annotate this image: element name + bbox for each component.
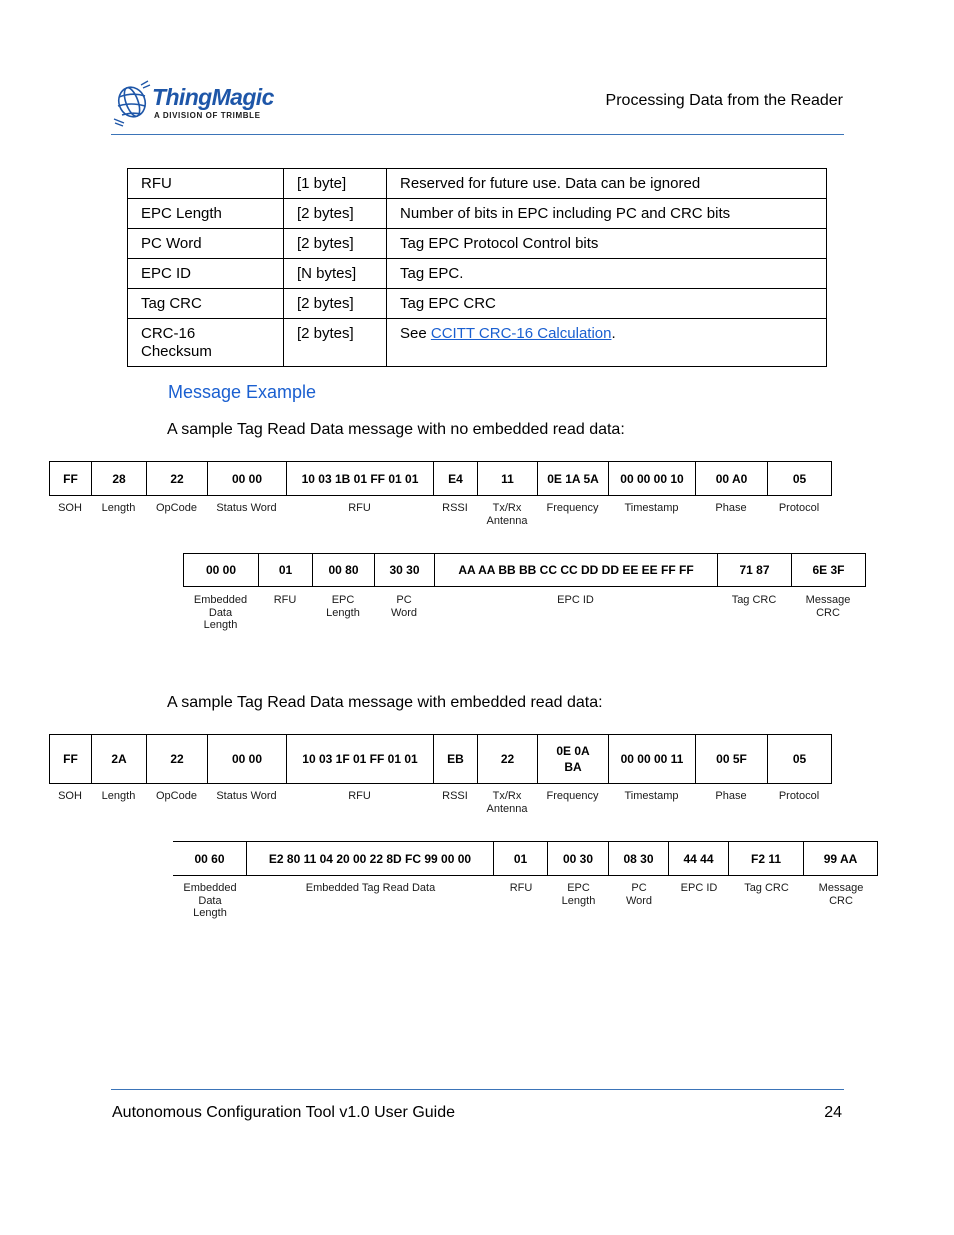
byte-label: Phase	[715, 502, 747, 514]
page-number: 24	[824, 1104, 842, 1121]
byte-label: Status Word	[216, 502, 277, 514]
byte-label: Message CRC	[805, 594, 851, 619]
header-rule	[111, 134, 844, 135]
byte-label: RFU	[273, 594, 297, 606]
byte-label: Phase	[715, 790, 747, 802]
byte-label-row	[49, 502, 831, 527]
byte-label: Protocol	[778, 790, 820, 802]
byte-label-row	[49, 790, 831, 815]
table-row	[128, 169, 827, 199]
byte-value: 05	[768, 462, 832, 495]
byte-label: Frequency	[546, 502, 599, 514]
field-desc	[387, 319, 827, 367]
byte-label: RFU	[509, 882, 533, 894]
byte-value: 00 00 00 10	[609, 462, 696, 495]
byte-label: Tag CRC	[744, 882, 789, 894]
logo-wordmark: ThingMagic	[152, 84, 274, 110]
section-heading: Message Example	[168, 382, 317, 402]
byte-value: 05	[768, 735, 832, 783]
desc-suffix: .	[611, 325, 616, 342]
byte-label-row	[173, 882, 878, 920]
byte-value: 01	[259, 554, 313, 586]
field-size: [2 bytes]	[284, 229, 387, 259]
field-name: RFU	[128, 169, 284, 199]
field-size: [2 bytes]	[284, 199, 387, 229]
byte-label: Embedded Data Length	[193, 594, 248, 631]
byte-value: 2A	[92, 735, 147, 783]
byte-label: PC Word	[625, 882, 653, 907]
byte-value: E4	[434, 462, 478, 495]
crc16-calculation-link[interactable]: CCITT CRC-16 Calculation	[430, 325, 612, 342]
byte-label: EPC ID	[557, 594, 594, 606]
field-desc: Tag EPC Protocol Control bits	[387, 229, 827, 259]
table-row	[128, 319, 827, 367]
byte-value: 28	[92, 462, 147, 495]
byte-label: RSSI	[442, 790, 468, 802]
byte-value: 22	[147, 735, 208, 783]
byte-value: 00 00	[208, 735, 287, 783]
globe-icon	[112, 78, 152, 128]
byte-value: FF	[50, 462, 92, 495]
byte-box-row	[183, 553, 866, 587]
byte-label: Protocol	[778, 502, 820, 514]
fields-table	[127, 168, 827, 367]
byte-label: PC Word	[390, 594, 418, 619]
byte-value: E2 80 11 04 20 00 22 8D FC 99 00 00	[247, 842, 494, 875]
byte-label-row	[183, 594, 865, 632]
byte-value: 0E 0A BA	[538, 735, 609, 783]
byte-label: Embedded Data Length	[183, 882, 237, 919]
byte-label: Message CRC	[818, 882, 864, 907]
byte-label: SOH	[58, 790, 82, 802]
field-name: EPC ID	[128, 259, 284, 289]
byte-value: 22	[478, 735, 538, 783]
byte-label: OpCode	[156, 502, 197, 514]
byte-value: 99 AA	[804, 842, 878, 875]
byte-label: SOH	[58, 502, 82, 514]
byte-value: EB	[434, 735, 478, 783]
field-size: [1 byte]	[284, 169, 387, 199]
byte-value: 10 03 1F 01 FF 01 01	[287, 735, 434, 783]
byte-value: 00 30	[548, 842, 609, 875]
byte-label: Tag CRC	[731, 594, 777, 606]
byte-box-row	[49, 734, 832, 784]
byte-box-row	[173, 841, 878, 876]
byte-box-row	[49, 461, 832, 496]
desc-prefix: See	[400, 325, 431, 342]
field-name: EPC Length	[128, 199, 284, 229]
byte-value: 08 30	[609, 842, 669, 875]
byte-value: 10 03 1B 01 FF 01 01	[287, 462, 434, 495]
field-desc: Tag EPC CRC	[387, 289, 827, 319]
byte-value: 00 60	[173, 842, 247, 875]
byte-label: EPC Length	[326, 594, 360, 619]
logo-tagline: A DIVISION OF TRIMBLE	[154, 111, 261, 120]
page-header-title: Processing Data from the Reader	[605, 92, 843, 109]
byte-label: OpCode	[156, 790, 197, 802]
example2-intro: A sample Tag Read Data message with embedded read data:	[167, 694, 603, 711]
footer-title: Autonomous Configuration Tool v1.0 User Guide	[112, 1104, 456, 1121]
byte-label: Status Word	[216, 790, 277, 802]
field-size: [N bytes]	[284, 259, 387, 289]
byte-value: 22	[147, 462, 208, 495]
byte-label: Frequency	[546, 790, 599, 802]
byte-value: 30 30	[375, 554, 435, 586]
byte-label: RFU	[348, 790, 371, 802]
byte-value: 11	[478, 462, 538, 495]
field-size: [2 bytes]	[284, 289, 387, 319]
byte-label: Embedded Tag Read Data	[305, 882, 436, 894]
byte-value: 00 00 00 11	[609, 735, 696, 783]
byte-value: AA AA BB BB CC CC DD DD EE EE FF FF	[435, 554, 718, 586]
byte-label: Length	[101, 502, 136, 514]
example1-intro: A sample Tag Read Data message with no embedded read data:	[167, 421, 625, 438]
byte-label: RFU	[348, 502, 371, 514]
byte-value: F2 11	[729, 842, 804, 875]
table-row	[128, 229, 827, 259]
field-desc: Reserved for future use. Data can be ignored	[387, 169, 827, 199]
field-name: CRC-16 Checksum	[128, 319, 284, 367]
table-row	[128, 199, 827, 229]
byte-label: Timestamp	[624, 502, 679, 514]
byte-label: EPC ID	[680, 882, 718, 894]
table-row	[128, 289, 827, 319]
table-row	[128, 259, 827, 289]
field-desc: Number of bits in EPC including PC and CRC bits	[387, 199, 827, 229]
byte-value: 00 A0	[696, 462, 768, 495]
byte-value: 6E 3F	[792, 554, 866, 586]
field-name: Tag CRC	[128, 289, 284, 319]
byte-label: Tx/Rx Antenna	[486, 502, 528, 527]
byte-value: FF	[50, 735, 92, 783]
thingmagic-logo	[112, 78, 282, 128]
byte-value: 44 44	[669, 842, 729, 875]
byte-label: Tx/Rx Antenna	[486, 790, 528, 815]
byte-value: 00 5F	[696, 735, 768, 783]
footer-rule	[111, 1089, 844, 1090]
field-desc: Tag EPC.	[387, 259, 827, 289]
byte-value: 71 87	[718, 554, 792, 586]
byte-label: EPC Length	[561, 882, 596, 907]
byte-value: 01	[494, 842, 548, 875]
byte-value: 00 80	[313, 554, 375, 586]
byte-value: 0E 1A 5A	[538, 462, 609, 495]
byte-label: Timestamp	[624, 790, 679, 802]
byte-value: 00 00	[184, 554, 259, 586]
byte-label: Length	[101, 790, 136, 802]
field-name: PC Word	[128, 229, 284, 259]
field-size: [2 bytes]	[284, 319, 387, 367]
byte-label: RSSI	[442, 502, 468, 514]
byte-value: 00 00	[208, 462, 287, 495]
